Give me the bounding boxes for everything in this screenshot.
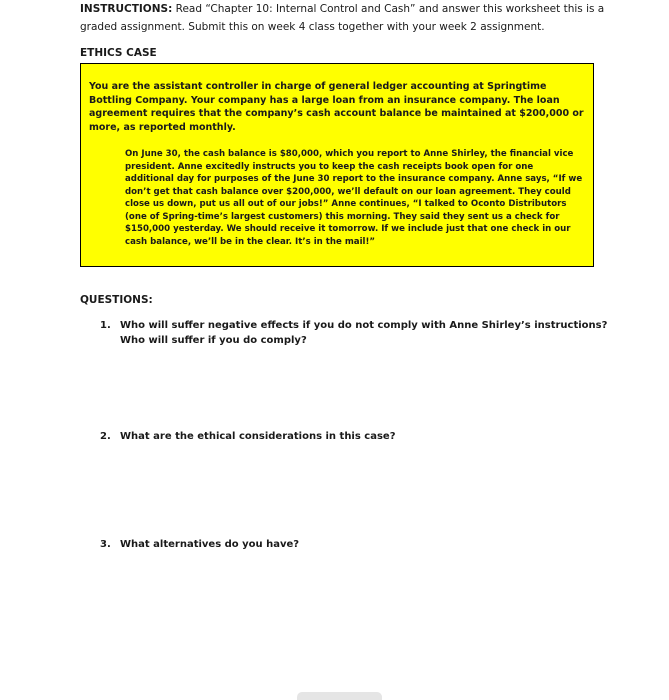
instructions-paragraph (80, 0, 620, 36)
bottom-scroll-tab[interactable] (297, 692, 382, 700)
instructions-label: INSTRUCTIONS: (80, 3, 173, 15)
question-3 (100, 538, 610, 553)
instructions-text: Read “Chapter 10: Internal Control and Cash” and answer this worksheet this is a graded assignment. Submit this on week 4 class together with your week 2 assignment. (80, 3, 605, 33)
ethics-case-story: On June 30, the cash balance is $80,000, which you report to Anne Shirley, the financial vice president. Anne excitedly instructs you to keep the cash receipts book open for one additional day for purposes of the June 30 report to the insurance company. Anne says, “If we don’t get that cash balance over $200,000, we’ll default on our loan agreement. They could close us down, put us all out of our jobs!” Anne continues, “I talked to Oconto Distributors (one of Spring-time’s largest customers) this morning. They said they sent us a check for $150,000 yesterday. We should receive it tomorrow. If we include just that one check in our cash balance, we’ll be in the clear. It’s in the mail!” (125, 149, 583, 247)
question-number: 1. (100, 320, 111, 331)
questions-title: QUESTIONS: (80, 294, 153, 306)
question-2 (100, 430, 610, 445)
question-number: 2. (100, 431, 111, 442)
question-text: What alternatives do you have? (120, 539, 300, 550)
question-text: What are the ethical considerations in this case? (120, 431, 396, 442)
ethics-case-box (80, 63, 594, 267)
ethics-case-intro: You are the assistant controller in charge of general ledger accounting at Springtime Bottling Company. Your company has a large loan from an insurance company. The loan agreement requires that the company’s cash account balance be maintained at $200,000 or more, as reported monthly. (89, 81, 584, 133)
question-number: 3. (100, 539, 111, 550)
question-1 (100, 319, 610, 348)
ethics-case-title: ETHICS CASE (80, 47, 157, 59)
question-text: Who will suffer negative effects if you do not comply with Anne Shirley’s instructions? Who will suffer if you do comply? (120, 320, 608, 346)
